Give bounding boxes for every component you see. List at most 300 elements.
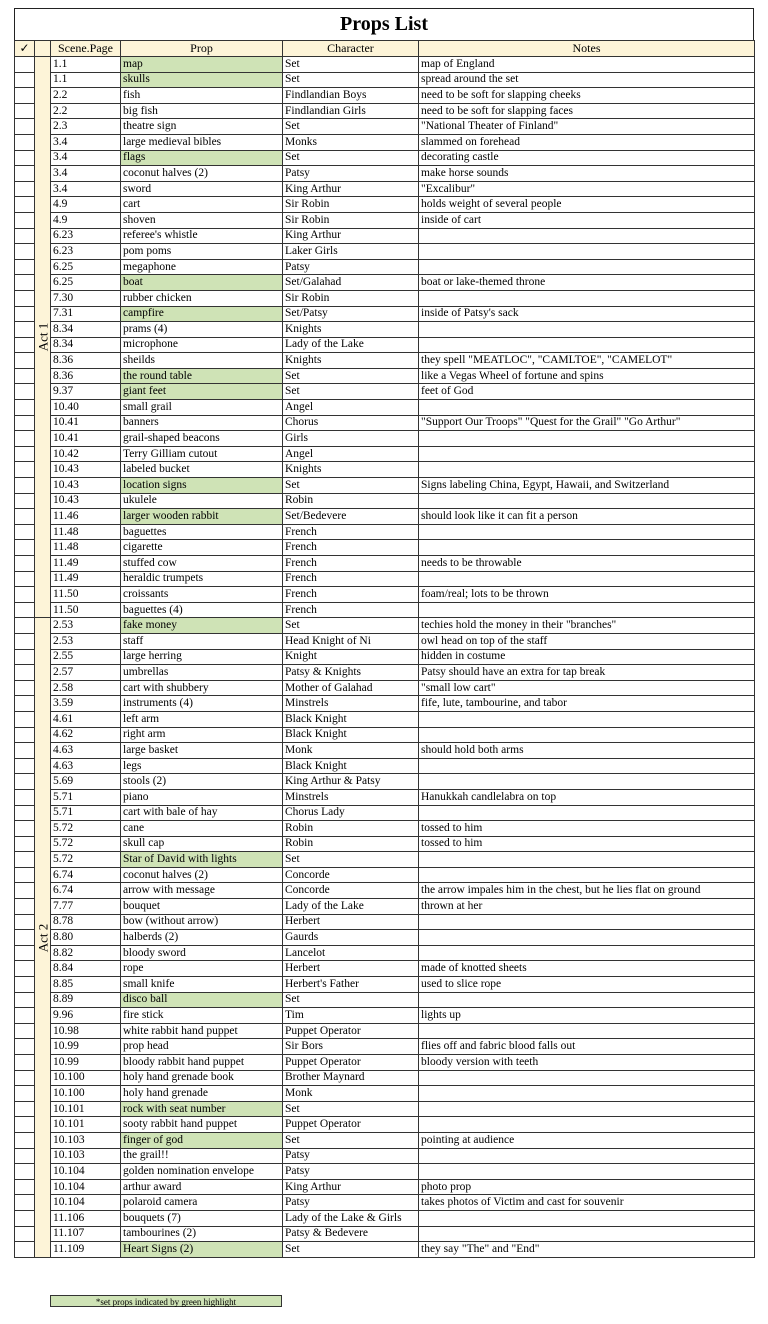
check-cell[interactable]: [15, 961, 35, 977]
notes-cell: [419, 524, 755, 540]
character-cell: Set: [283, 368, 419, 384]
legend-footnote: *set props indicated by green highlight: [50, 1295, 282, 1307]
table-row: [15, 930, 755, 946]
notes-cell: [419, 1164, 755, 1180]
scene-cell: 2.58: [51, 680, 121, 696]
prop-cell: Terry Gilliam cutout: [121, 446, 283, 462]
table-row: [15, 1039, 755, 1055]
table-row: [15, 1210, 755, 1226]
check-cell[interactable]: [15, 1164, 35, 1180]
character-cell: Knights: [283, 462, 419, 478]
prop-cell: stuffed cow: [121, 556, 283, 572]
prop-cell: campfire: [121, 306, 283, 322]
check-cell[interactable]: [15, 166, 35, 182]
prop-cell: tambourines (2): [121, 1226, 283, 1242]
prop-cell: rubber chicken: [121, 290, 283, 306]
prop-cell: holy hand grenade book: [121, 1070, 283, 1086]
scene-cell: 10.104: [51, 1164, 121, 1180]
scene-cell: 2.57: [51, 665, 121, 681]
check-cell[interactable]: [15, 1132, 35, 1148]
character-cell: Sir Bors: [283, 1039, 419, 1055]
check-cell[interactable]: [15, 244, 35, 260]
prop-column-header: Prop: [121, 41, 283, 57]
notes-cell: "small low cart": [419, 680, 755, 696]
scene-cell: 10.43: [51, 462, 121, 478]
check-cell[interactable]: [15, 930, 35, 946]
check-cell[interactable]: [15, 57, 35, 73]
table-row: [15, 821, 755, 837]
notes-cell: [419, 1070, 755, 1086]
check-cell[interactable]: [15, 446, 35, 462]
scene-cell: 8.36: [51, 353, 121, 369]
check-cell[interactable]: [15, 1008, 35, 1024]
character-cell: Robin: [283, 493, 419, 509]
prop-cell: small knife: [121, 977, 283, 993]
notes-cell: [419, 727, 755, 743]
header-row: [15, 41, 755, 57]
check-cell[interactable]: [15, 1039, 35, 1055]
prop-cell: baguettes: [121, 524, 283, 540]
check-cell[interactable]: [15, 290, 35, 306]
prop-cell: legs: [121, 758, 283, 774]
table-row: [15, 945, 755, 961]
check-cell[interactable]: [15, 758, 35, 774]
check-cell[interactable]: [15, 1023, 35, 1039]
prop-cell: grail-shaped beacons: [121, 431, 283, 447]
table-row: [15, 977, 755, 993]
prop-cell: holy hand grenade: [121, 1086, 283, 1102]
character-cell: Set: [283, 1242, 419, 1258]
table-row: [15, 867, 755, 883]
notes-cell: slammed on forehead: [419, 134, 755, 150]
prop-cell: rope: [121, 961, 283, 977]
scene-cell: 2.55: [51, 649, 121, 665]
check-cell[interactable]: [15, 774, 35, 790]
check-cell[interactable]: [15, 899, 35, 915]
scene-cell: 10.43: [51, 493, 121, 509]
character-cell: Lancelot: [283, 945, 419, 961]
scene-cell: 5.72: [51, 821, 121, 837]
notes-cell: like a Vegas Wheel of fortune and spins: [419, 368, 755, 384]
table-row: [15, 961, 755, 977]
scene-cell: 11.48: [51, 524, 121, 540]
check-cell[interactable]: [15, 103, 35, 119]
character-cell: King Arthur: [283, 181, 419, 197]
check-cell[interactable]: [15, 789, 35, 805]
notes-cell: lights up: [419, 1008, 755, 1024]
check-cell[interactable]: [15, 618, 35, 634]
scene-column-header: Scene.Page: [51, 41, 121, 57]
table-row: [15, 1226, 755, 1242]
prop-cell: bouquets (7): [121, 1210, 283, 1226]
notes-cell: boat or lake-themed throne: [419, 275, 755, 291]
check-cell[interactable]: [15, 275, 35, 291]
scene-cell: 10.41: [51, 415, 121, 431]
scene-cell: 6.25: [51, 259, 121, 275]
prop-cell: coconut halves (2): [121, 166, 283, 182]
check-cell[interactable]: [15, 1070, 35, 1086]
check-cell[interactable]: [15, 462, 35, 478]
notes-cell: [419, 1210, 755, 1226]
notes-cell: tossed to him: [419, 821, 755, 837]
check-cell[interactable]: [15, 867, 35, 883]
check-cell[interactable]: [15, 945, 35, 961]
character-cell: Concorde: [283, 883, 419, 899]
scene-cell: 3.4: [51, 134, 121, 150]
notes-cell: [419, 602, 755, 618]
notes-cell: [419, 914, 755, 930]
notes-cell: [419, 259, 755, 275]
prop-cell: arrow with message: [121, 883, 283, 899]
prop-cell: instruments (4): [121, 696, 283, 712]
scene-cell: 2.53: [51, 633, 121, 649]
check-cell[interactable]: [15, 322, 35, 338]
notes-cell: takes photos of Victim and cast for souvenir: [419, 1195, 755, 1211]
prop-cell: sheilds: [121, 353, 283, 369]
check-cell[interactable]: [15, 1226, 35, 1242]
check-cell[interactable]: [15, 1101, 35, 1117]
scene-cell: 8.34: [51, 322, 121, 338]
scene-cell: 11.50: [51, 587, 121, 603]
scene-cell: 7.30: [51, 290, 121, 306]
table-row: [15, 337, 755, 353]
scene-cell: 10.103: [51, 1132, 121, 1148]
scene-cell: 8.82: [51, 945, 121, 961]
notes-cell: [419, 711, 755, 727]
scene-cell: 2.2: [51, 103, 121, 119]
act-label: Act 2: [35, 923, 50, 952]
table-row: [15, 72, 755, 88]
check-cell[interactable]: [15, 337, 35, 353]
character-cell: Head Knight of Ni: [283, 633, 419, 649]
notes-cell: [419, 337, 755, 353]
character-cell: Sir Robin: [283, 290, 419, 306]
check-cell[interactable]: [15, 649, 35, 665]
notes-cell: they spell "MEATLOC", "CAMLTOE", "CAMELOT": [419, 353, 755, 369]
prop-cell: umbrellas: [121, 665, 283, 681]
notes-cell: the arrow impales him in the chest, but he lies flat on ground: [419, 883, 755, 899]
check-cell[interactable]: [15, 571, 35, 587]
character-cell: Set: [283, 150, 419, 166]
table-row: [15, 540, 755, 556]
table-row: [15, 103, 755, 119]
check-cell[interactable]: [15, 181, 35, 197]
check-cell[interactable]: [15, 306, 35, 322]
check-cell[interactable]: [15, 493, 35, 509]
check-cell[interactable]: [15, 836, 35, 852]
notes-cell: "Excalibur": [419, 181, 755, 197]
prop-cell: right arm: [121, 727, 283, 743]
check-cell[interactable]: [15, 680, 35, 696]
act-label-cell: [35, 57, 51, 618]
check-cell[interactable]: [15, 1086, 35, 1102]
scene-cell: 7.77: [51, 899, 121, 915]
check-cell[interactable]: [15, 134, 35, 150]
table-row: [15, 244, 755, 260]
table-row: [15, 633, 755, 649]
character-cell: Sir Robin: [283, 197, 419, 213]
prop-cell: referee's whistle: [121, 228, 283, 244]
prop-cell: map: [121, 57, 283, 73]
character-cell: King Arthur: [283, 228, 419, 244]
character-cell: Black Knight: [283, 711, 419, 727]
notes-cell: used to slice rope: [419, 977, 755, 993]
check-cell[interactable]: [15, 883, 35, 899]
check-cell[interactable]: [15, 711, 35, 727]
notes-cell: "Support Our Troops" "Quest for the Grail" "Go Arthur": [419, 415, 755, 431]
prop-cell: small grail: [121, 400, 283, 416]
prop-cell: banners: [121, 415, 283, 431]
check-cell[interactable]: [15, 665, 35, 681]
scene-cell: 10.103: [51, 1148, 121, 1164]
check-cell[interactable]: [15, 727, 35, 743]
act-label-cell: [35, 618, 51, 1257]
check-cell[interactable]: [15, 1117, 35, 1133]
notes-cell: should look like it can fit a person: [419, 509, 755, 525]
character-cell: Set: [283, 478, 419, 494]
check-cell[interactable]: [15, 212, 35, 228]
table-row: [15, 524, 755, 540]
page-title: Props List: [14, 8, 754, 40]
notes-cell: should hold both arms: [419, 743, 755, 759]
table-row: [15, 181, 755, 197]
prop-cell: skull cap: [121, 836, 283, 852]
scene-cell: 4.61: [51, 711, 121, 727]
check-cell[interactable]: [15, 524, 35, 540]
character-cell: Mother of Galahad: [283, 680, 419, 696]
prop-cell: cigarette: [121, 540, 283, 556]
check-cell[interactable]: [15, 1148, 35, 1164]
notes-cell: [419, 1023, 755, 1039]
table-row: [15, 134, 755, 150]
character-cell: Knight: [283, 649, 419, 665]
prop-cell: labeled bucket: [121, 462, 283, 478]
prop-cell: prop head: [121, 1039, 283, 1055]
check-cell[interactable]: [15, 119, 35, 135]
check-cell[interactable]: [15, 696, 35, 712]
prop-cell: bow (without arrow): [121, 914, 283, 930]
scene-cell: 10.101: [51, 1101, 121, 1117]
check-cell[interactable]: [15, 992, 35, 1008]
character-cell: Black Knight: [283, 727, 419, 743]
check-cell[interactable]: [15, 368, 35, 384]
character-cell: King Arthur & Patsy: [283, 774, 419, 790]
notes-cell: holds weight of several people: [419, 197, 755, 213]
check-cell[interactable]: [15, 150, 35, 166]
notes-cell: [419, 774, 755, 790]
prop-cell: polaroid camera: [121, 1195, 283, 1211]
scene-cell: 10.101: [51, 1117, 121, 1133]
scene-cell: 8.78: [51, 914, 121, 930]
check-cell[interactable]: [15, 587, 35, 603]
check-cell[interactable]: [15, 431, 35, 447]
character-cell: Girls: [283, 431, 419, 447]
notes-cell: fife, lute, tambourine, and tabor: [419, 696, 755, 712]
prop-cell: the grail!!: [121, 1148, 283, 1164]
prop-cell: theatre sign: [121, 119, 283, 135]
character-cell: Concorde: [283, 867, 419, 883]
check-cell[interactable]: [15, 852, 35, 868]
character-cell: Brother Maynard: [283, 1070, 419, 1086]
character-cell: Black Knight: [283, 758, 419, 774]
check-cell[interactable]: [15, 602, 35, 618]
prop-cell: flags: [121, 150, 283, 166]
check-cell[interactable]: [15, 1210, 35, 1226]
notes-cell: [419, 992, 755, 1008]
scene-cell: 8.85: [51, 977, 121, 993]
table-row: [15, 571, 755, 587]
check-cell[interactable]: [15, 384, 35, 400]
table-row: [15, 119, 755, 135]
scene-cell: 1.1: [51, 72, 121, 88]
scene-cell: 10.41: [51, 431, 121, 447]
table-row: [15, 212, 755, 228]
notes-cell: foam/real; lots to be thrown: [419, 587, 755, 603]
scene-cell: 8.34: [51, 337, 121, 353]
character-cell: Knights: [283, 322, 419, 338]
table-row: [15, 368, 755, 384]
notes-cell: [419, 852, 755, 868]
scene-cell: 4.62: [51, 727, 121, 743]
character-cell: French: [283, 602, 419, 618]
prop-cell: Heart Signs (2): [121, 1242, 283, 1258]
check-cell[interactable]: [15, 353, 35, 369]
character-cell: Minstrels: [283, 789, 419, 805]
character-cell: Set: [283, 119, 419, 135]
check-cell[interactable]: [15, 1179, 35, 1195]
scene-cell: 4.9: [51, 212, 121, 228]
notes-cell: [419, 758, 755, 774]
prop-cell: fish: [121, 88, 283, 104]
notes-cell: feet of God: [419, 384, 755, 400]
table-row: [15, 446, 755, 462]
prop-cell: stools (2): [121, 774, 283, 790]
notes-cell: techies hold the money in their "branches": [419, 618, 755, 634]
check-cell[interactable]: [15, 1242, 35, 1258]
scene-cell: 5.71: [51, 805, 121, 821]
check-cell[interactable]: [15, 478, 35, 494]
notes-cell: need to be soft for slapping faces: [419, 103, 755, 119]
scene-cell: 10.43: [51, 478, 121, 494]
table-row: [15, 696, 755, 712]
prop-cell: coconut halves (2): [121, 867, 283, 883]
check-cell[interactable]: [15, 88, 35, 104]
notes-cell: Signs labeling China, Egypt, Hawaii, and Switzerland: [419, 478, 755, 494]
scene-cell: 11.48: [51, 540, 121, 556]
character-cell: Set: [283, 72, 419, 88]
check-cell[interactable]: [15, 1055, 35, 1071]
character-cell: French: [283, 556, 419, 572]
table-row: [15, 587, 755, 603]
check-cell[interactable]: [15, 1195, 35, 1211]
prop-cell: big fish: [121, 103, 283, 119]
check-cell[interactable]: [15, 228, 35, 244]
check-cell[interactable]: [15, 259, 35, 275]
check-cell[interactable]: [15, 540, 35, 556]
prop-cell: prams (4): [121, 322, 283, 338]
prop-cell: white rabbit hand puppet: [121, 1023, 283, 1039]
table-row: [15, 290, 755, 306]
notes-cell: [419, 1226, 755, 1242]
notes-cell: [419, 540, 755, 556]
character-cell: Patsy & Knights: [283, 665, 419, 681]
table-row: [15, 602, 755, 618]
check-cell[interactable]: [15, 509, 35, 525]
character-cell: Monks: [283, 134, 419, 150]
character-cell: Set: [283, 618, 419, 634]
notes-cell: made of knotted sheets: [419, 961, 755, 977]
character-cell: Findlandian Boys: [283, 88, 419, 104]
scene-cell: 5.71: [51, 789, 121, 805]
scene-cell: 6.23: [51, 244, 121, 260]
notes-cell: inside of cart: [419, 212, 755, 228]
table-row: [15, 275, 755, 291]
character-cell: Patsy & Bedevere: [283, 1226, 419, 1242]
character-cell: Set: [283, 1132, 419, 1148]
table-row: [15, 166, 755, 182]
check-cell[interactable]: [15, 914, 35, 930]
act-column-header: [35, 41, 51, 57]
table-row: [15, 493, 755, 509]
check-cell[interactable]: [15, 805, 35, 821]
character-cell: Lady of the Lake & Girls: [283, 1210, 419, 1226]
notes-cell: [419, 462, 755, 478]
notes-cell: make horse sounds: [419, 166, 755, 182]
scene-cell: 3.4: [51, 150, 121, 166]
character-cell: Patsy: [283, 1195, 419, 1211]
scene-cell: 3.59: [51, 696, 121, 712]
check-cell[interactable]: [15, 400, 35, 416]
prop-cell: large basket: [121, 743, 283, 759]
table-row: [15, 1086, 755, 1102]
table-row: [15, 1070, 755, 1086]
prop-cell: Star of David with lights: [121, 852, 283, 868]
check-cell[interactable]: [15, 556, 35, 572]
check-cell[interactable]: [15, 197, 35, 213]
prop-cell: heraldic trumpets: [121, 571, 283, 587]
check-cell[interactable]: [15, 415, 35, 431]
table-row: [15, 509, 755, 525]
prop-cell: giant feet: [121, 384, 283, 400]
check-cell[interactable]: [15, 821, 35, 837]
scene-cell: 6.74: [51, 883, 121, 899]
check-cell[interactable]: [15, 977, 35, 993]
scene-cell: 11.49: [51, 556, 121, 572]
scene-cell: 2.3: [51, 119, 121, 135]
scene-cell: 10.104: [51, 1179, 121, 1195]
scene-cell: 9.37: [51, 384, 121, 400]
character-cell: Set/Galahad: [283, 275, 419, 291]
prop-cell: large medieval bibles: [121, 134, 283, 150]
prop-cell: larger wooden rabbit: [121, 509, 283, 525]
scene-cell: 8.84: [51, 961, 121, 977]
check-cell[interactable]: [15, 633, 35, 649]
check-cell[interactable]: [15, 743, 35, 759]
scene-cell: 2.2: [51, 88, 121, 104]
notes-cell: owl head on top of the staff: [419, 633, 755, 649]
table-row: [15, 883, 755, 899]
prop-cell: disco ball: [121, 992, 283, 1008]
table-row: [15, 462, 755, 478]
scene-cell: 8.80: [51, 930, 121, 946]
character-cell: Sir Robin: [283, 212, 419, 228]
scene-cell: 4.9: [51, 197, 121, 213]
character-cell: Monk: [283, 743, 419, 759]
character-cell: Set/Bedevere: [283, 509, 419, 525]
character-cell: French: [283, 587, 419, 603]
check-cell[interactable]: [15, 72, 35, 88]
props-table: [14, 40, 755, 1258]
